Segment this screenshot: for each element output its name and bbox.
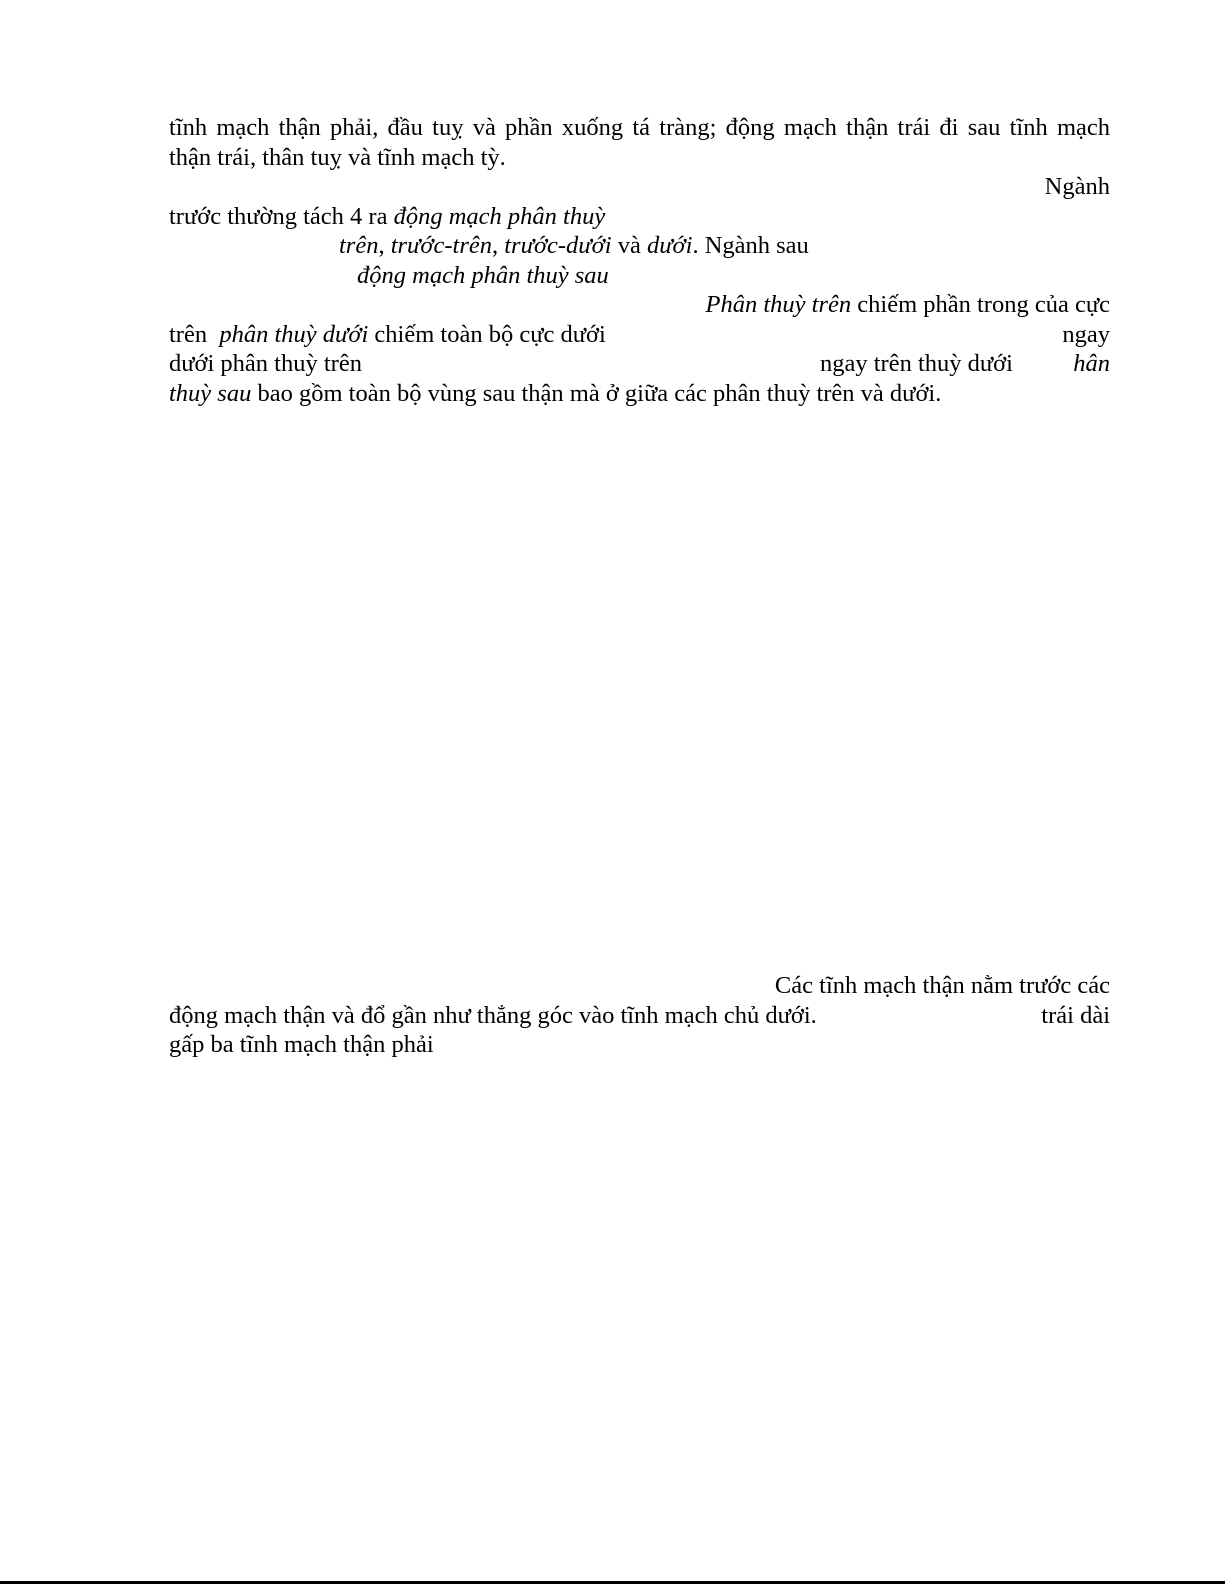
italic-term: thuỳ sau [169, 380, 252, 407]
paragraph-line [357, 261, 609, 291]
text-run: trước thường tách 4 ra [169, 203, 394, 230]
text-run: bao gồm toàn bộ vùng sau thận mà ở giữa các phân thuỳ trên và dưới. [251, 380, 942, 407]
page-bottom-border [0, 1581, 1225, 1584]
paragraph-fragment: ngay trên thuỳ dưới [820, 350, 1013, 377]
text-run: trên [169, 321, 208, 348]
text-run: chiếm phần trong của cực [851, 291, 1110, 318]
italic-term: phân thuỳ dưới [219, 321, 369, 348]
paragraph-fragment [1073, 349, 1110, 379]
paragraph-fragment: trái dài [1041, 1002, 1110, 1029]
text-run: và [611, 232, 647, 259]
paragraph-line [706, 290, 1110, 320]
paragraph-fragment: Ngành [1044, 173, 1110, 200]
paragraph-line: gấp ba tĩnh mạch thận phải [169, 1031, 434, 1058]
paragraph-line: thận trái, thân tuỵ và tĩnh mạch tỳ. [169, 144, 506, 171]
text-run: . Ngành sau [692, 232, 809, 259]
italic-term: Phân thuỳ trên [705, 291, 852, 318]
paragraph-line [169, 202, 605, 232]
italic-term: động mạch phân thuỳ [393, 203, 606, 230]
italic-term: động mạch phân thuỳ sau [357, 262, 609, 289]
italic-term: dưới [646, 232, 693, 259]
text-run: chiếm toàn bộ cực dưới [368, 321, 606, 348]
paragraph-line [169, 320, 606, 350]
paragraph-fragment: dưới phân thuỳ trên [169, 350, 362, 377]
italic-term: hân [1073, 350, 1110, 377]
text-run: , [378, 232, 391, 259]
paragraph-fragment: ngay [1062, 321, 1110, 348]
paragraph-line [169, 379, 941, 409]
italic-term: trên [339, 232, 379, 259]
paragraph-line: Các tĩnh mạch thận nằm trước các [774, 972, 1110, 999]
paragraph-fragment: động mạch thận và đổ gần như thẳng góc vào tĩnh mạch chủ dưới. [169, 1002, 817, 1029]
paragraph-line: tĩnh mạch thận phải, đầu tuỵ và phần xuống tá tràng; động mạch thận trái đi sau tĩnh mạch [169, 114, 1110, 141]
italic-term: trước-trên [390, 232, 492, 259]
text-run: , [492, 232, 505, 259]
italic-term: trước-dưới [504, 232, 612, 259]
paragraph-line [339, 231, 809, 261]
